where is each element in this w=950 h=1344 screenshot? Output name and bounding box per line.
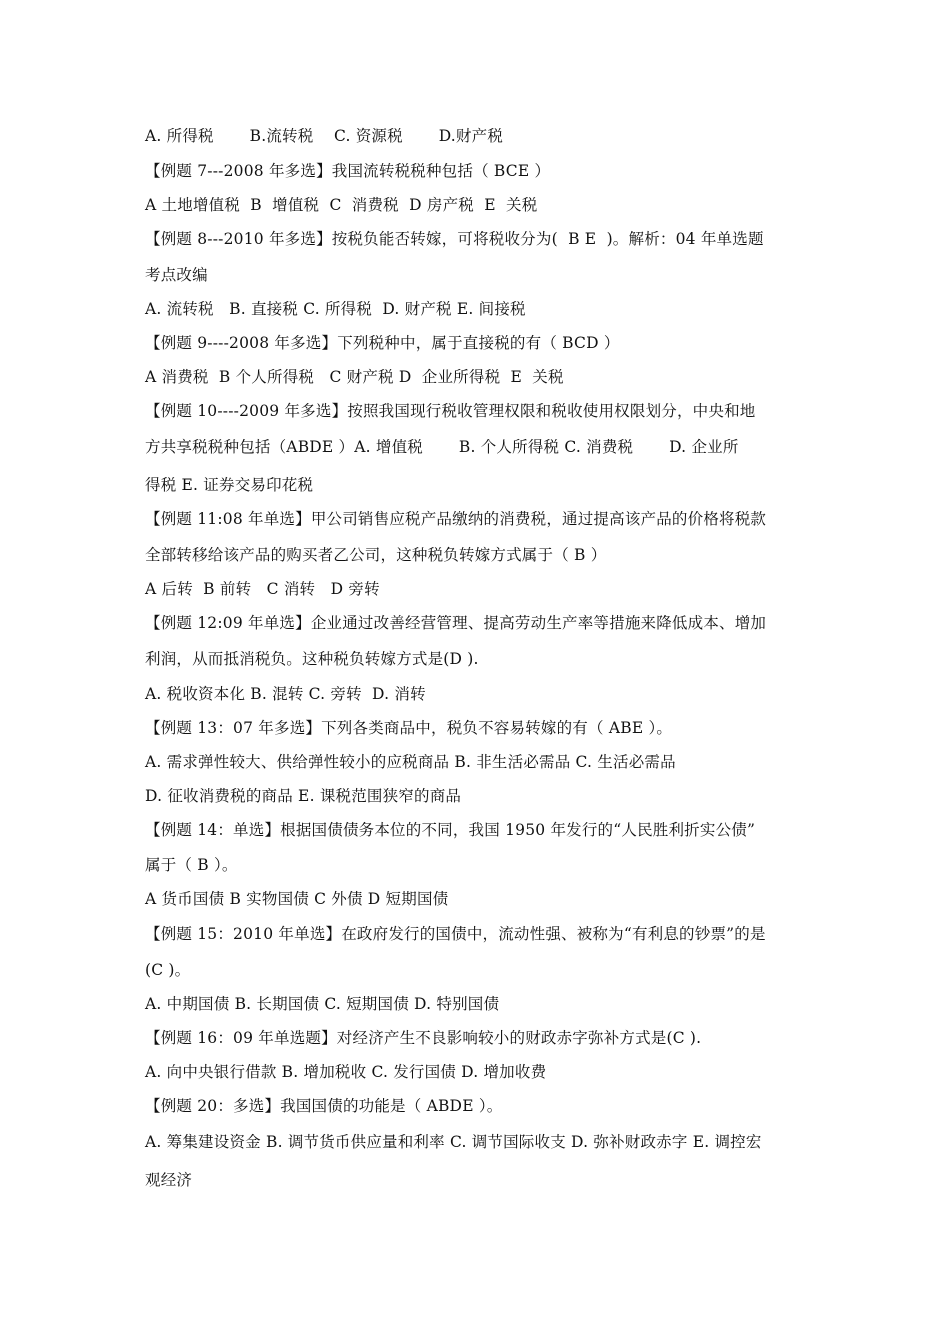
text-line: 【例题 7---2008 年多选】我国流转税税种包括（ BCE ） [145,162,551,180]
text-line: 方共享税税种包括（ABDE ）A. 增值税 B. 个人所得税 C. 消费税 D. 企业所 [145,438,739,456]
text-line: A 土地增值税 B 增值税 C 消费税 D 房产税 E 关税 [145,196,538,214]
text-line: A. 需求弹性较大、供给弹性较小的应税商品 B. 非生活必需品 C. 生活必需品 [145,753,676,771]
text-line: A. 流转税 B. 直接税 C. 所得税 D. 财产税 E. 间接税 [145,300,526,318]
text-line: A. 向中央银行借款 B. 增加税收 C. 发行国债 D. 增加收费 [145,1063,547,1081]
text-line: 【例题 9----2008 年多选】下列税种中，属于直接税的有（ BCD ） [145,334,620,352]
text-line: 全部转移给该产品的购买者乙公司，这种税负转嫁方式属于（ B ） [145,546,607,564]
text-line: 利润，从而抵消税负。这种税负转嫁方式是(D ). [145,650,479,668]
text-line: A 货币国债 B 实物国债 C 外债 D 短期国债 [145,890,449,908]
text-line: 【例题 13：07 年多选】下列各类商品中，税负不容易转嫁的有（ ABE ）。 [145,719,673,737]
text-line: 属于（ B ）。 [145,856,238,874]
text-line: 【例题 20：多选】我国国债的功能是（ ABDE ）。 [145,1097,503,1115]
text-line: A 后转 B 前转 C 消转 D 旁转 [145,580,380,598]
text-line: 【例题 15：2010 年单选】在政府发行的国债中，流动性强、被称为“有利息的钞票”的是 [145,925,766,943]
text-line: A. 中期国债 B. 长期国债 C. 短期国债 D. 特别国债 [145,995,500,1013]
text-line: 【例题 8---2010 年多选】按税负能否转嫁，可将税收分为( B E )。解析：04 年单选题 [145,230,764,248]
text-line: 观经济 [145,1171,193,1189]
text-line: 得税 E. 证券交易印花税 [145,476,314,494]
text-line: (C )。 [145,961,191,979]
text-line: 【例题 16：09 年单选题】对经济产生不良影响较小的财政赤字弥补方式是(C ). [145,1029,702,1047]
text-line: 【例题 12:09 年单选】企业通过改善经营管理、提高劳动生产率等措施来降低成本、增加 [145,614,767,632]
text-line: 【例题 10----2009 年多选】按照我国现行税收管理权限和税收使用权限划分，中央和地 [145,402,756,420]
text-line: A. 筹集建设资金 B. 调节货币供应量和利率 C. 调节国际收支 D. 弥补财政赤字 E. 调控宏 [145,1133,762,1151]
text-line: A. 所得税 B.流转税 C. 资源税 D.财产税 [145,127,504,145]
text-line: A 消费税 B 个人所得税 C 财产税 D 企业所得税 E 关税 [145,368,564,386]
text-line: A. 税收资本化 B. 混转 C. 旁转 D. 消转 [145,685,426,703]
text-line: D. 征收消费税的商品 E. 课税范围狭窄的商品 [145,787,462,805]
text-line: 考点改编 [145,266,208,284]
text-line: 【例题 11:08 年单选】甲公司销售应税产品缴纳的消费税，通过提高该产品的价格将税款 [145,510,767,528]
text-line: 【例题 14：单选】根据国债债务本位的不同，我国 1950 年发行的“人民胜利折实公债” [145,821,756,839]
